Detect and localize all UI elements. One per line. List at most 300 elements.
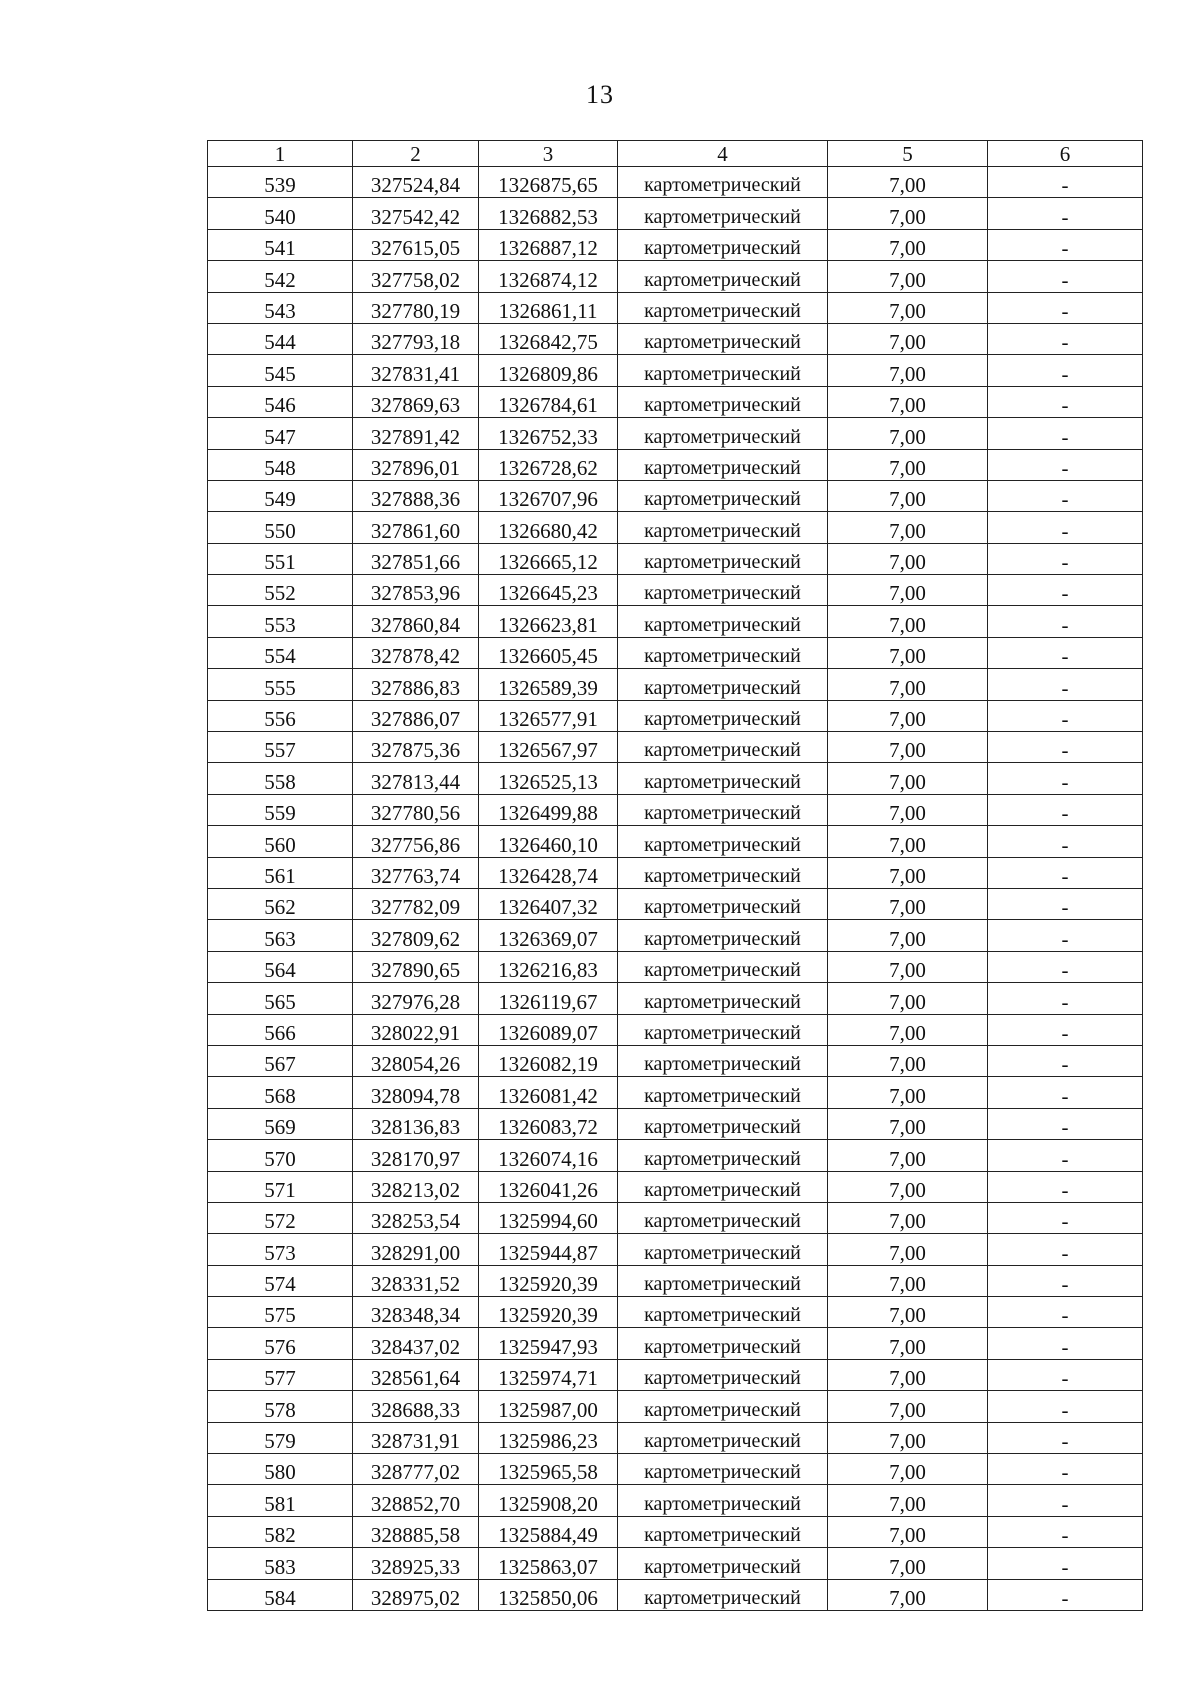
table-header	[208, 141, 1143, 167]
note-cell: -	[988, 951, 1143, 982]
point-number-cell: 549	[208, 480, 353, 511]
accuracy-cell: 7,00	[828, 292, 988, 323]
method-cell: картометрический	[618, 857, 828, 888]
x-coordinate-cell: 328348,34	[353, 1297, 479, 1328]
method-cell: картометрический	[618, 575, 828, 606]
method-cell: картометрический	[618, 1045, 828, 1076]
point-number-cell: 581	[208, 1485, 353, 1516]
method-cell: картометрический	[618, 794, 828, 825]
method-cell: картометрический	[618, 386, 828, 417]
note-cell: -	[988, 167, 1143, 198]
note-cell: -	[988, 229, 1143, 260]
y-coordinate-cell: 1325994,60	[479, 1202, 618, 1233]
y-coordinate-cell: 1326728,62	[479, 449, 618, 480]
accuracy-cell: 7,00	[828, 700, 988, 731]
point-number-cell: 573	[208, 1234, 353, 1265]
point-number-cell: 577	[208, 1359, 353, 1390]
point-number-cell: 570	[208, 1140, 353, 1171]
point-number-cell: 555	[208, 669, 353, 700]
point-number-cell: 563	[208, 920, 353, 951]
method-cell: картометрический	[618, 637, 828, 668]
method-cell: картометрический	[618, 1265, 828, 1296]
y-coordinate-cell: 1325974,71	[479, 1359, 618, 1390]
table-row	[208, 1045, 1143, 1076]
point-number-cell: 564	[208, 951, 353, 982]
x-coordinate-cell: 327813,44	[353, 763, 479, 794]
table-body	[208, 167, 1143, 1611]
table-row	[208, 355, 1143, 386]
accuracy-cell: 7,00	[828, 1202, 988, 1233]
x-coordinate-cell: 327780,56	[353, 794, 479, 825]
y-coordinate-cell: 1326083,72	[479, 1108, 618, 1139]
point-number-cell: 543	[208, 292, 353, 323]
y-coordinate-cell: 1326882,53	[479, 198, 618, 229]
table-row	[208, 1171, 1143, 1202]
note-cell: -	[988, 1234, 1143, 1265]
method-cell: картометрический	[618, 167, 828, 198]
x-coordinate-cell: 327891,42	[353, 418, 479, 449]
note-cell: -	[988, 637, 1143, 668]
note-cell: -	[988, 261, 1143, 292]
note-cell: -	[988, 1202, 1143, 1233]
table-row	[208, 857, 1143, 888]
method-cell: картометрический	[618, 888, 828, 919]
y-coordinate-cell: 1325863,07	[479, 1548, 618, 1579]
table-row	[208, 418, 1143, 449]
table-row	[208, 888, 1143, 919]
accuracy-cell: 7,00	[828, 1234, 988, 1265]
accuracy-cell: 7,00	[828, 669, 988, 700]
table-row	[208, 1422, 1143, 1453]
table-row	[208, 700, 1143, 731]
note-cell: -	[988, 1516, 1143, 1547]
accuracy-cell: 7,00	[828, 1579, 988, 1610]
note-cell: -	[988, 386, 1143, 417]
point-number-cell: 582	[208, 1516, 353, 1547]
point-number-cell: 572	[208, 1202, 353, 1233]
method-cell: картометрический	[618, 1171, 828, 1202]
method-cell: картометрический	[618, 1234, 828, 1265]
note-cell: -	[988, 1328, 1143, 1359]
point-number-cell: 574	[208, 1265, 353, 1296]
method-cell: картометрический	[618, 1579, 828, 1610]
accuracy-cell: 7,00	[828, 888, 988, 919]
note-cell: -	[988, 700, 1143, 731]
table-row	[208, 1328, 1143, 1359]
y-coordinate-cell: 1325944,87	[479, 1234, 618, 1265]
point-number-cell: 539	[208, 167, 353, 198]
table-row	[208, 292, 1143, 323]
y-coordinate-cell: 1326074,16	[479, 1140, 618, 1171]
x-coordinate-cell: 327782,09	[353, 888, 479, 919]
note-cell: -	[988, 543, 1143, 574]
table-row	[208, 575, 1143, 606]
table-row	[208, 1140, 1143, 1171]
accuracy-cell: 7,00	[828, 229, 988, 260]
method-cell: картометрический	[618, 198, 828, 229]
note-cell: -	[988, 888, 1143, 919]
point-number-cell: 556	[208, 700, 353, 731]
y-coordinate-cell: 1326861,11	[479, 292, 618, 323]
x-coordinate-cell: 328885,58	[353, 1516, 479, 1547]
method-cell: картометрический	[618, 543, 828, 574]
point-number-cell: 546	[208, 386, 353, 417]
point-number-cell: 558	[208, 763, 353, 794]
method-cell: картометрический	[618, 1140, 828, 1171]
table-row	[208, 229, 1143, 260]
point-number-cell: 565	[208, 983, 353, 1014]
column-header-2: 2	[353, 141, 479, 167]
y-coordinate-cell: 1326577,91	[479, 700, 618, 731]
column-header-4: 4	[618, 141, 828, 167]
y-coordinate-cell: 1325908,20	[479, 1485, 618, 1516]
method-cell: картометрический	[618, 1454, 828, 1485]
method-cell: картометрический	[618, 763, 828, 794]
point-number-cell: 569	[208, 1108, 353, 1139]
accuracy-cell: 7,00	[828, 1328, 988, 1359]
method-cell: картометрический	[618, 951, 828, 982]
point-number-cell: 571	[208, 1171, 353, 1202]
table-row	[208, 512, 1143, 543]
accuracy-cell: 7,00	[828, 543, 988, 574]
y-coordinate-cell: 1326874,12	[479, 261, 618, 292]
y-coordinate-cell: 1325920,39	[479, 1297, 618, 1328]
table-row	[208, 1454, 1143, 1485]
method-cell: картометрический	[618, 292, 828, 323]
table-row	[208, 1516, 1143, 1547]
x-coordinate-cell: 328437,02	[353, 1328, 479, 1359]
header-row	[208, 141, 1143, 167]
table-row	[208, 1234, 1143, 1265]
x-coordinate-cell: 328094,78	[353, 1077, 479, 1108]
table-row	[208, 449, 1143, 480]
y-coordinate-cell: 1326460,10	[479, 826, 618, 857]
method-cell: картометрический	[618, 1202, 828, 1233]
x-coordinate-cell: 327780,19	[353, 292, 479, 323]
point-number-cell: 542	[208, 261, 353, 292]
x-coordinate-cell: 328253,54	[353, 1202, 479, 1233]
method-cell: картометрический	[618, 1422, 828, 1453]
note-cell: -	[988, 198, 1143, 229]
point-number-cell: 584	[208, 1579, 353, 1610]
y-coordinate-cell: 1325965,58	[479, 1454, 618, 1485]
x-coordinate-cell: 328291,00	[353, 1234, 479, 1265]
y-coordinate-cell: 1326605,45	[479, 637, 618, 668]
accuracy-cell: 7,00	[828, 1454, 988, 1485]
note-cell: -	[988, 512, 1143, 543]
method-cell: картометрический	[618, 229, 828, 260]
note-cell: -	[988, 794, 1143, 825]
accuracy-cell: 7,00	[828, 763, 988, 794]
table-row	[208, 826, 1143, 857]
table-row	[208, 606, 1143, 637]
coordinates-table	[207, 140, 1143, 1611]
accuracy-cell: 7,00	[828, 637, 988, 668]
point-number-cell: 553	[208, 606, 353, 637]
y-coordinate-cell: 1326665,12	[479, 543, 618, 574]
y-coordinate-cell: 1326119,67	[479, 983, 618, 1014]
y-coordinate-cell: 1326842,75	[479, 323, 618, 354]
x-coordinate-cell: 327851,66	[353, 543, 479, 574]
x-coordinate-cell: 328852,70	[353, 1485, 479, 1516]
table-row	[208, 1579, 1143, 1610]
accuracy-cell: 7,00	[828, 732, 988, 763]
method-cell: картометрический	[618, 1297, 828, 1328]
x-coordinate-cell: 328022,91	[353, 1014, 479, 1045]
accuracy-cell: 7,00	[828, 826, 988, 857]
x-coordinate-cell: 327886,83	[353, 669, 479, 700]
method-cell: картометрический	[618, 1516, 828, 1547]
note-cell: -	[988, 575, 1143, 606]
note-cell: -	[988, 1359, 1143, 1390]
x-coordinate-cell: 327853,96	[353, 575, 479, 606]
table-row	[208, 1391, 1143, 1422]
y-coordinate-cell: 1325986,23	[479, 1422, 618, 1453]
x-coordinate-cell: 328777,02	[353, 1454, 479, 1485]
x-coordinate-cell: 328213,02	[353, 1171, 479, 1202]
note-cell: -	[988, 732, 1143, 763]
note-cell: -	[988, 1140, 1143, 1171]
point-number-cell: 579	[208, 1422, 353, 1453]
y-coordinate-cell: 1326875,65	[479, 167, 618, 198]
x-coordinate-cell: 327793,18	[353, 323, 479, 354]
accuracy-cell: 7,00	[828, 167, 988, 198]
accuracy-cell: 7,00	[828, 1297, 988, 1328]
note-cell: -	[988, 1485, 1143, 1516]
table-row	[208, 669, 1143, 700]
method-cell: картометрический	[618, 983, 828, 1014]
accuracy-cell: 7,00	[828, 198, 988, 229]
x-coordinate-cell: 327860,84	[353, 606, 479, 637]
accuracy-cell: 7,00	[828, 449, 988, 480]
point-number-cell: 561	[208, 857, 353, 888]
accuracy-cell: 7,00	[828, 512, 988, 543]
method-cell: картометрический	[618, 732, 828, 763]
column-header-5: 5	[828, 141, 988, 167]
y-coordinate-cell: 1326081,42	[479, 1077, 618, 1108]
note-cell: -	[988, 323, 1143, 354]
method-cell: картометрический	[618, 512, 828, 543]
table-row	[208, 198, 1143, 229]
table-row	[208, 543, 1143, 574]
point-number-cell: 550	[208, 512, 353, 543]
point-number-cell: 575	[208, 1297, 353, 1328]
point-number-cell: 545	[208, 355, 353, 386]
y-coordinate-cell: 1326784,61	[479, 386, 618, 417]
column-header-6: 6	[988, 141, 1143, 167]
method-cell: картометрический	[618, 1548, 828, 1579]
x-coordinate-cell: 328688,33	[353, 1391, 479, 1422]
y-coordinate-cell: 1325987,00	[479, 1391, 618, 1422]
y-coordinate-cell: 1326752,33	[479, 418, 618, 449]
method-cell: картометрический	[618, 606, 828, 637]
note-cell: -	[988, 826, 1143, 857]
table-row	[208, 1077, 1143, 1108]
x-coordinate-cell: 327890,65	[353, 951, 479, 982]
method-cell: картометрический	[618, 261, 828, 292]
point-number-cell: 552	[208, 575, 353, 606]
y-coordinate-cell: 1326567,97	[479, 732, 618, 763]
x-coordinate-cell: 327542,42	[353, 198, 479, 229]
table-row	[208, 951, 1143, 982]
x-coordinate-cell: 328561,64	[353, 1359, 479, 1390]
accuracy-cell: 7,00	[828, 920, 988, 951]
x-coordinate-cell: 328975,02	[353, 1579, 479, 1610]
x-coordinate-cell: 327758,02	[353, 261, 479, 292]
note-cell: -	[988, 920, 1143, 951]
accuracy-cell: 7,00	[828, 606, 988, 637]
accuracy-cell: 7,00	[828, 323, 988, 354]
table-row	[208, 323, 1143, 354]
x-coordinate-cell: 327861,60	[353, 512, 479, 543]
point-number-cell: 576	[208, 1328, 353, 1359]
table-row	[208, 983, 1143, 1014]
point-number-cell: 567	[208, 1045, 353, 1076]
table-row	[208, 1202, 1143, 1233]
accuracy-cell: 7,00	[828, 1265, 988, 1296]
point-number-cell: 583	[208, 1548, 353, 1579]
note-cell: -	[988, 355, 1143, 386]
y-coordinate-cell: 1325850,06	[479, 1579, 618, 1610]
y-coordinate-cell: 1325920,39	[479, 1265, 618, 1296]
x-coordinate-cell: 327756,86	[353, 826, 479, 857]
table-row	[208, 1265, 1143, 1296]
note-cell: -	[988, 418, 1143, 449]
point-number-cell: 578	[208, 1391, 353, 1422]
table-row	[208, 1548, 1143, 1579]
note-cell: -	[988, 1265, 1143, 1296]
x-coordinate-cell: 327524,84	[353, 167, 479, 198]
method-cell: картометрический	[618, 449, 828, 480]
point-number-cell: 560	[208, 826, 353, 857]
x-coordinate-cell: 327763,74	[353, 857, 479, 888]
x-coordinate-cell: 328331,52	[353, 1265, 479, 1296]
table-row	[208, 1108, 1143, 1139]
point-number-cell: 554	[208, 637, 353, 668]
accuracy-cell: 7,00	[828, 1548, 988, 1579]
accuracy-cell: 7,00	[828, 418, 988, 449]
y-coordinate-cell: 1326887,12	[479, 229, 618, 260]
note-cell: -	[988, 1579, 1143, 1610]
note-cell: -	[988, 1108, 1143, 1139]
point-number-cell: 544	[208, 323, 353, 354]
y-coordinate-cell: 1325884,49	[479, 1516, 618, 1547]
accuracy-cell: 7,00	[828, 1422, 988, 1453]
accuracy-cell: 7,00	[828, 1485, 988, 1516]
table-row	[208, 763, 1143, 794]
table-row	[208, 1297, 1143, 1328]
x-coordinate-cell: 327888,36	[353, 480, 479, 511]
accuracy-cell: 7,00	[828, 1516, 988, 1547]
point-number-cell: 566	[208, 1014, 353, 1045]
note-cell: -	[988, 1045, 1143, 1076]
x-coordinate-cell: 328925,33	[353, 1548, 479, 1579]
accuracy-cell: 7,00	[828, 575, 988, 606]
table-row	[208, 920, 1143, 951]
note-cell: -	[988, 292, 1143, 323]
note-cell: -	[988, 480, 1143, 511]
accuracy-cell: 7,00	[828, 1140, 988, 1171]
point-number-cell: 580	[208, 1454, 353, 1485]
accuracy-cell: 7,00	[828, 1391, 988, 1422]
note-cell: -	[988, 1454, 1143, 1485]
note-cell: -	[988, 1077, 1143, 1108]
x-coordinate-cell: 327831,41	[353, 355, 479, 386]
x-coordinate-cell: 327976,28	[353, 983, 479, 1014]
x-coordinate-cell: 327896,01	[353, 449, 479, 480]
point-number-cell: 547	[208, 418, 353, 449]
point-number-cell: 551	[208, 543, 353, 574]
table-row	[208, 167, 1143, 198]
note-cell: -	[988, 449, 1143, 480]
y-coordinate-cell: 1326082,19	[479, 1045, 618, 1076]
y-coordinate-cell: 1326499,88	[479, 794, 618, 825]
y-coordinate-cell: 1326428,74	[479, 857, 618, 888]
point-number-cell: 548	[208, 449, 353, 480]
y-coordinate-cell: 1326216,83	[479, 951, 618, 982]
note-cell: -	[988, 763, 1143, 794]
x-coordinate-cell: 328170,97	[353, 1140, 479, 1171]
note-cell: -	[988, 1422, 1143, 1453]
x-coordinate-cell: 327875,36	[353, 732, 479, 763]
accuracy-cell: 7,00	[828, 1359, 988, 1390]
table-row	[208, 1485, 1143, 1516]
accuracy-cell: 7,00	[828, 951, 988, 982]
method-cell: картометрический	[618, 323, 828, 354]
method-cell: картометрический	[618, 1077, 828, 1108]
method-cell: картометрический	[618, 355, 828, 386]
x-coordinate-cell: 328731,91	[353, 1422, 479, 1453]
accuracy-cell: 7,00	[828, 1077, 988, 1108]
note-cell: -	[988, 1171, 1143, 1202]
point-number-cell: 557	[208, 732, 353, 763]
accuracy-cell: 7,00	[828, 355, 988, 386]
point-number-cell: 568	[208, 1077, 353, 1108]
note-cell: -	[988, 857, 1143, 888]
x-coordinate-cell: 327809,62	[353, 920, 479, 951]
point-number-cell: 559	[208, 794, 353, 825]
point-number-cell: 540	[208, 198, 353, 229]
table-row	[208, 1014, 1143, 1045]
table-row	[208, 732, 1143, 763]
method-cell: картометрический	[618, 1328, 828, 1359]
y-coordinate-cell: 1326525,13	[479, 763, 618, 794]
column-header-3: 3	[479, 141, 618, 167]
y-coordinate-cell: 1326707,96	[479, 480, 618, 511]
method-cell: картометрический	[618, 1108, 828, 1139]
method-cell: картометрический	[618, 418, 828, 449]
x-coordinate-cell: 327886,07	[353, 700, 479, 731]
x-coordinate-cell: 327615,05	[353, 229, 479, 260]
y-coordinate-cell: 1326041,26	[479, 1171, 618, 1202]
accuracy-cell: 7,00	[828, 1014, 988, 1045]
method-cell: картометрический	[618, 700, 828, 731]
x-coordinate-cell: 327869,63	[353, 386, 479, 417]
x-coordinate-cell: 328136,83	[353, 1108, 479, 1139]
accuracy-cell: 7,00	[828, 983, 988, 1014]
accuracy-cell: 7,00	[828, 1171, 988, 1202]
note-cell: -	[988, 1014, 1143, 1045]
method-cell: картометрический	[618, 1014, 828, 1045]
note-cell: -	[988, 606, 1143, 637]
x-coordinate-cell: 328054,26	[353, 1045, 479, 1076]
method-cell: картометрический	[618, 1391, 828, 1422]
method-cell: картометрический	[618, 480, 828, 511]
accuracy-cell: 7,00	[828, 480, 988, 511]
y-coordinate-cell: 1325947,93	[479, 1328, 618, 1359]
y-coordinate-cell: 1326809,86	[479, 355, 618, 386]
y-coordinate-cell: 1326680,42	[479, 512, 618, 543]
